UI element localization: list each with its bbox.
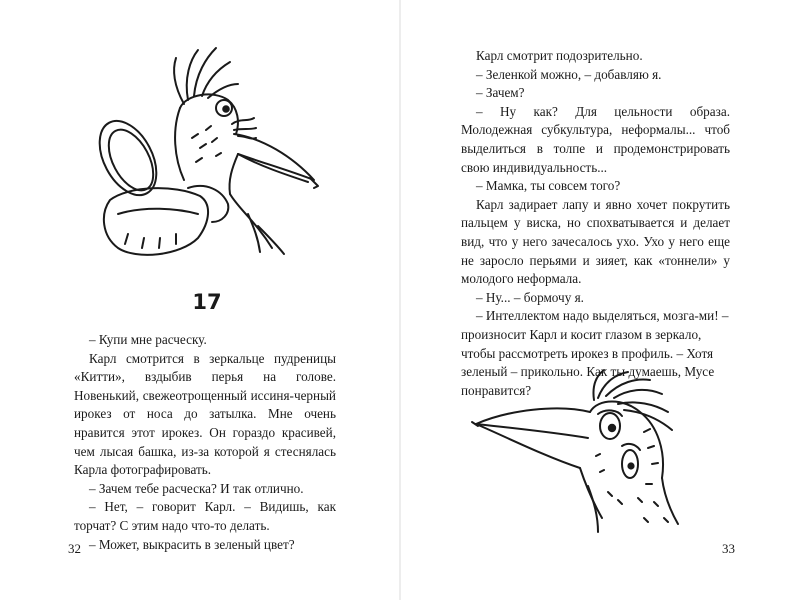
paragraph: – Интеллектом надо выделяться, мозга-ми! – произносит Карл и косит глазом в зеркало, чтобы рассмотреть ирокез в профиль. – Хотя зеленый – прикольно. Как ты думаешь, Мусе понравится?: [461, 308, 729, 398]
paragraph: – Ну... – бормочу я.: [476, 289, 584, 305]
page-number: 33: [722, 541, 735, 556]
chapter-number: 17: [192, 290, 222, 314]
paragraph: – Нет, – говорит Карл. – Видишь, как торчат? С этим надо что-то делать.: [74, 499, 336, 533]
paragraph: – Может, выкрасить в зеленый цвет?: [89, 536, 295, 552]
paragraph: Карл смотрится в зеркальце пудреницы «Китти», вздыбив перья на голове. Новенький, свежеотрощенный иссиня-черный ирокез от носа до затылка. Мне очень нравится этот ирокез. Он гораздо красивей, чем лысая башка, из-за которой я стеснялась Карла фотографировать.: [74, 350, 336, 478]
right-page-text: [461, 47, 730, 400]
left-page-text: [74, 331, 336, 554]
crow-with-mirror-illustration: [88, 38, 328, 270]
page-number: 32: [68, 541, 81, 556]
paragraph: – Мамка, ты совсем того?: [476, 178, 621, 194]
right-page: [400, 0, 800, 600]
paragraph: Карл смотрит подозрительно.: [476, 48, 643, 63]
paragraph: – Купи мне расческу.: [89, 332, 207, 347]
paragraph: Карл задирает лапу и явно хочет покрутить пальцем у виска, но спохватывается и делает вид, что у него зачесалось ухо. Ухо у него еще не заросло перьями и зияет, как «тоннели» у молодого неформала.: [461, 196, 730, 287]
paragraph: – Зеленкой можно, – добавляю я.: [476, 66, 662, 82]
crow-head-illustration: [468, 368, 690, 540]
paragraph: – Зачем?: [476, 85, 525, 101]
paragraph: – Зачем тебе расческа? И так отлично.: [89, 480, 304, 496]
paragraph: – Ну как? Для цельности образа. Молодежная субкультура, неформалы... чтоб выделиться в толпе и продемонстрировать свою индивидуальность...: [461, 103, 730, 175]
